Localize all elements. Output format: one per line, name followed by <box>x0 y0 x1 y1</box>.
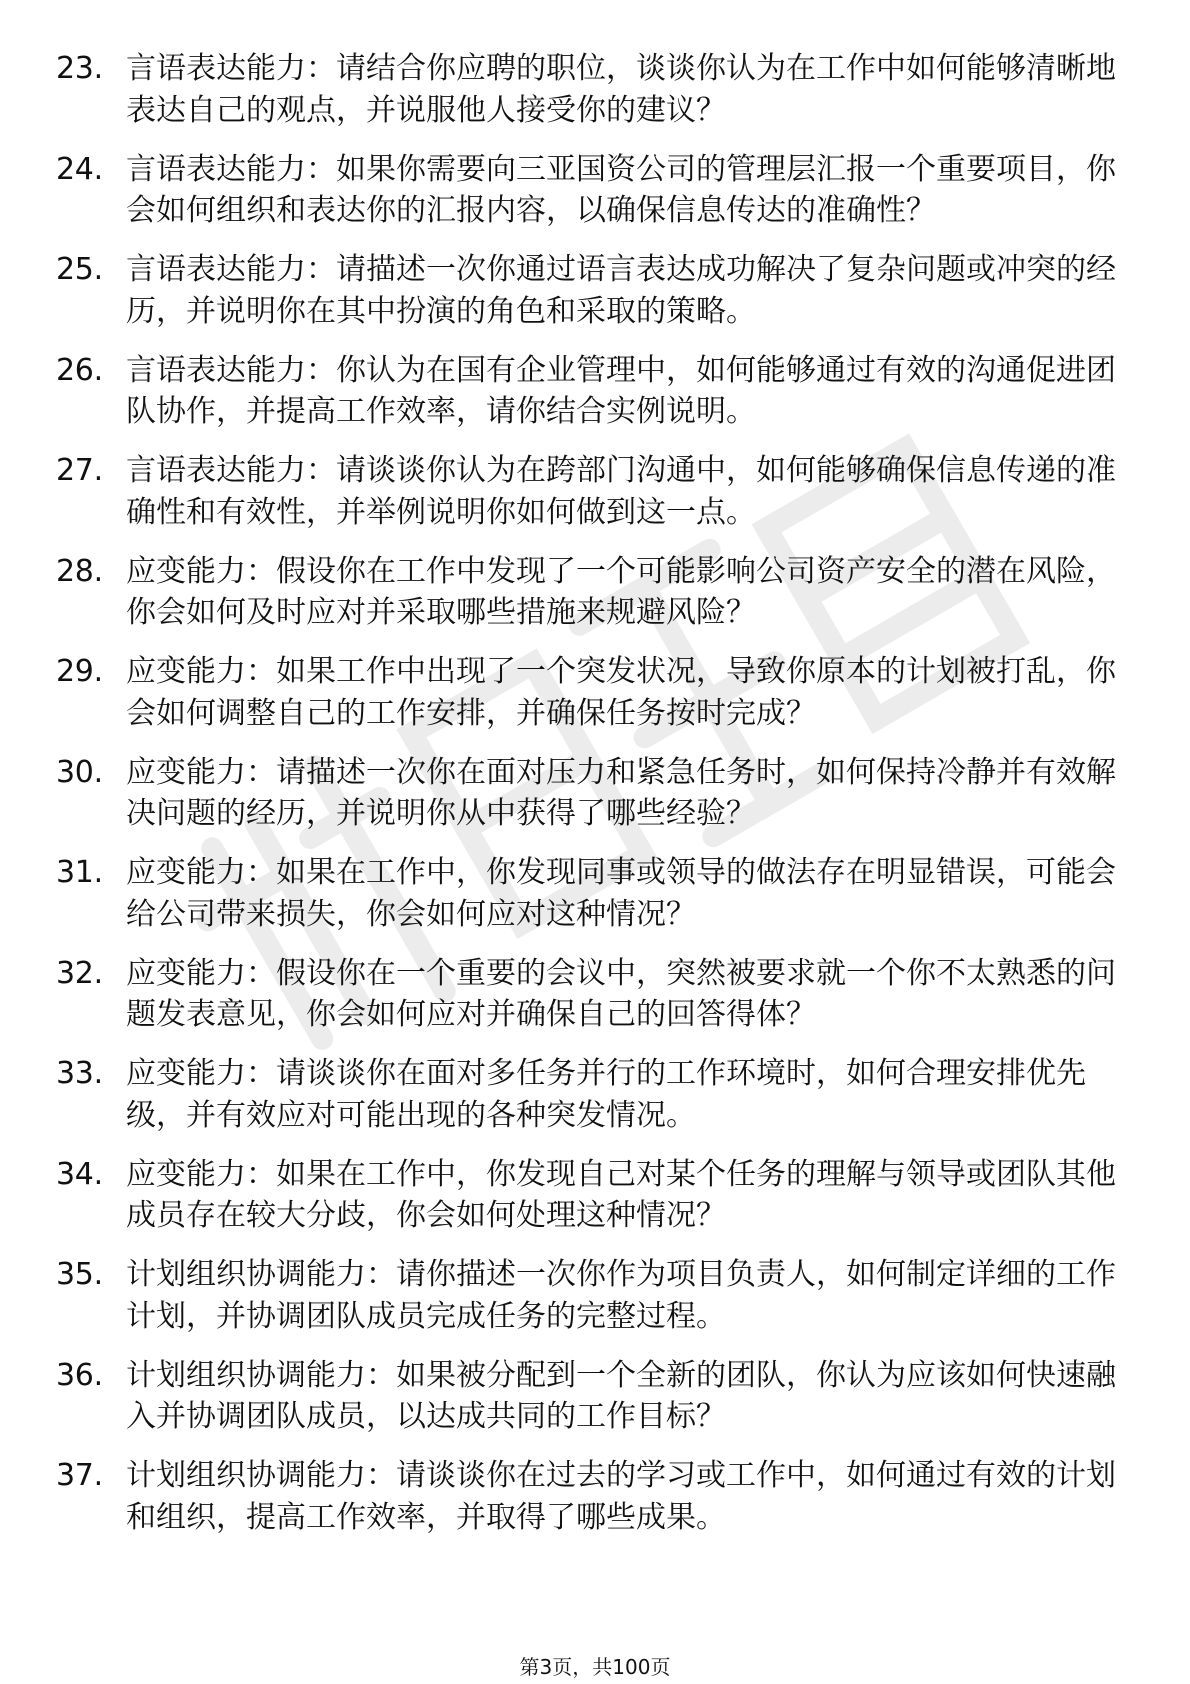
question-text: 计划组织协调能力：请你描述一次你作为项目负责人，如何制定详细的工作计划，并协调团队成员完成任务的完整过程。 <box>126 1257 1116 1334</box>
question-number: 25. <box>56 252 103 287</box>
question-item <box>56 450 1116 533</box>
question-text: 言语表达能力：请谈谈你认为在跨部门沟通中，如何能够确保信息传递的准确性和有效性，并举例说明你如何做到这一点。 <box>126 453 1116 530</box>
question-number: 32. <box>56 955 103 991</box>
question-text: 言语表达能力：请结合你应聘的职位，谈谈你认为在工作中如何能够清晰地表达自己的观点，并说服他人接受你的建议？ <box>126 51 1116 128</box>
question-item <box>56 852 1116 935</box>
question-text: 言语表达能力：你认为在国有企业管理中，如何能够通过有效的沟通促进团队协作，并提高工作效率，请你结合实例说明。 <box>126 352 1116 429</box>
question-item <box>56 752 1116 835</box>
question-item <box>56 350 1116 433</box>
question-text: 应变能力：如果工作中出现了一个突发状况，导致你原本的计划被打乱，你会如何调整自己的工作安排，并确保任务按时完成？ <box>126 654 1116 731</box>
question-text: 应变能力：如果在工作中，你发现自己对某个任务的理解与领导或团队其他成员存在较大分歧，你会如何处理这种情况？ <box>126 1156 1116 1233</box>
question-item <box>56 1455 1116 1538</box>
question-item <box>56 953 1116 1036</box>
question-number: 30. <box>56 754 103 790</box>
question-text: 计划组织协调能力：如果被分配到一个全新的团队，你认为应该如何快速融入并协调团队成员，以达成共同的工作目标？ <box>126 1357 1116 1434</box>
question-item <box>56 1053 1116 1136</box>
question-item <box>56 1355 1116 1438</box>
question-number: 29. <box>56 654 103 689</box>
question-text: 言语表达能力：如果你需要向三亚国资公司的管理层汇报一个重要项目，你会如何组织和表达你的汇报内容，以确保信息传达的准确性？ <box>126 151 1116 228</box>
question-number: 33. <box>56 1056 103 1091</box>
question-item <box>56 48 1116 131</box>
question-item <box>56 149 1116 232</box>
question-text: 应变能力：假设你在一个重要的会议中，突然被要求就一个你不太熟悉的问题发表意见，你会如何应对并确保自己的回答得体？ <box>126 955 1116 1032</box>
question-item <box>56 551 1116 634</box>
question-text: 应变能力：如果在工作中，你发现同事或领导的做法存在明显错误，可能会给公司带来损失，你会如何应对这种情况？ <box>126 855 1116 932</box>
question-list <box>56 48 1116 1556</box>
question-number: 35. <box>56 1257 103 1292</box>
question-number: 26. <box>56 352 103 388</box>
page-footer: 第3页，共100页 <box>519 1655 671 1679</box>
question-item <box>56 1254 1116 1337</box>
question-item <box>56 249 1116 332</box>
question-number: 36. <box>56 1357 103 1393</box>
question-number: 24. <box>56 151 103 187</box>
question-number: 27. <box>56 453 103 488</box>
question-text: 言语表达能力：请描述一次你通过语言表达成功解决了复杂问题或冲突的经历，并说明你在其中扮演的角色和采取的策略。 <box>126 252 1116 329</box>
question-item <box>56 651 1116 734</box>
question-text: 应变能力：请描述一次你在面对压力和紧急任务时，如何保持冷静并有效解决问题的经历，并说明你从中获得了哪些经验？ <box>126 754 1116 831</box>
question-text: 应变能力：请谈谈你在面对多任务并行的工作环境时，如何合理安排优先级，并有效应对可能出现的各种突发情况。 <box>126 1056 1086 1133</box>
question-number: 28. <box>56 553 103 589</box>
question-number: 31. <box>56 855 103 890</box>
question-number: 34. <box>56 1156 103 1192</box>
question-text: 计划组织协调能力：请谈谈你在过去的学习或工作中，如何通过有效的计划和组织，提高工作效率，并取得了哪些成果。 <box>126 1458 1116 1535</box>
question-number: 37. <box>56 1458 103 1493</box>
question-text: 应变能力：假设你在工作中发现了一个可能影响公司资产安全的潜在风险，你会如何及时应对并采取哪些措施来规避风险？ <box>126 553 1116 630</box>
question-item <box>56 1154 1116 1237</box>
question-number: 23. <box>56 51 103 86</box>
